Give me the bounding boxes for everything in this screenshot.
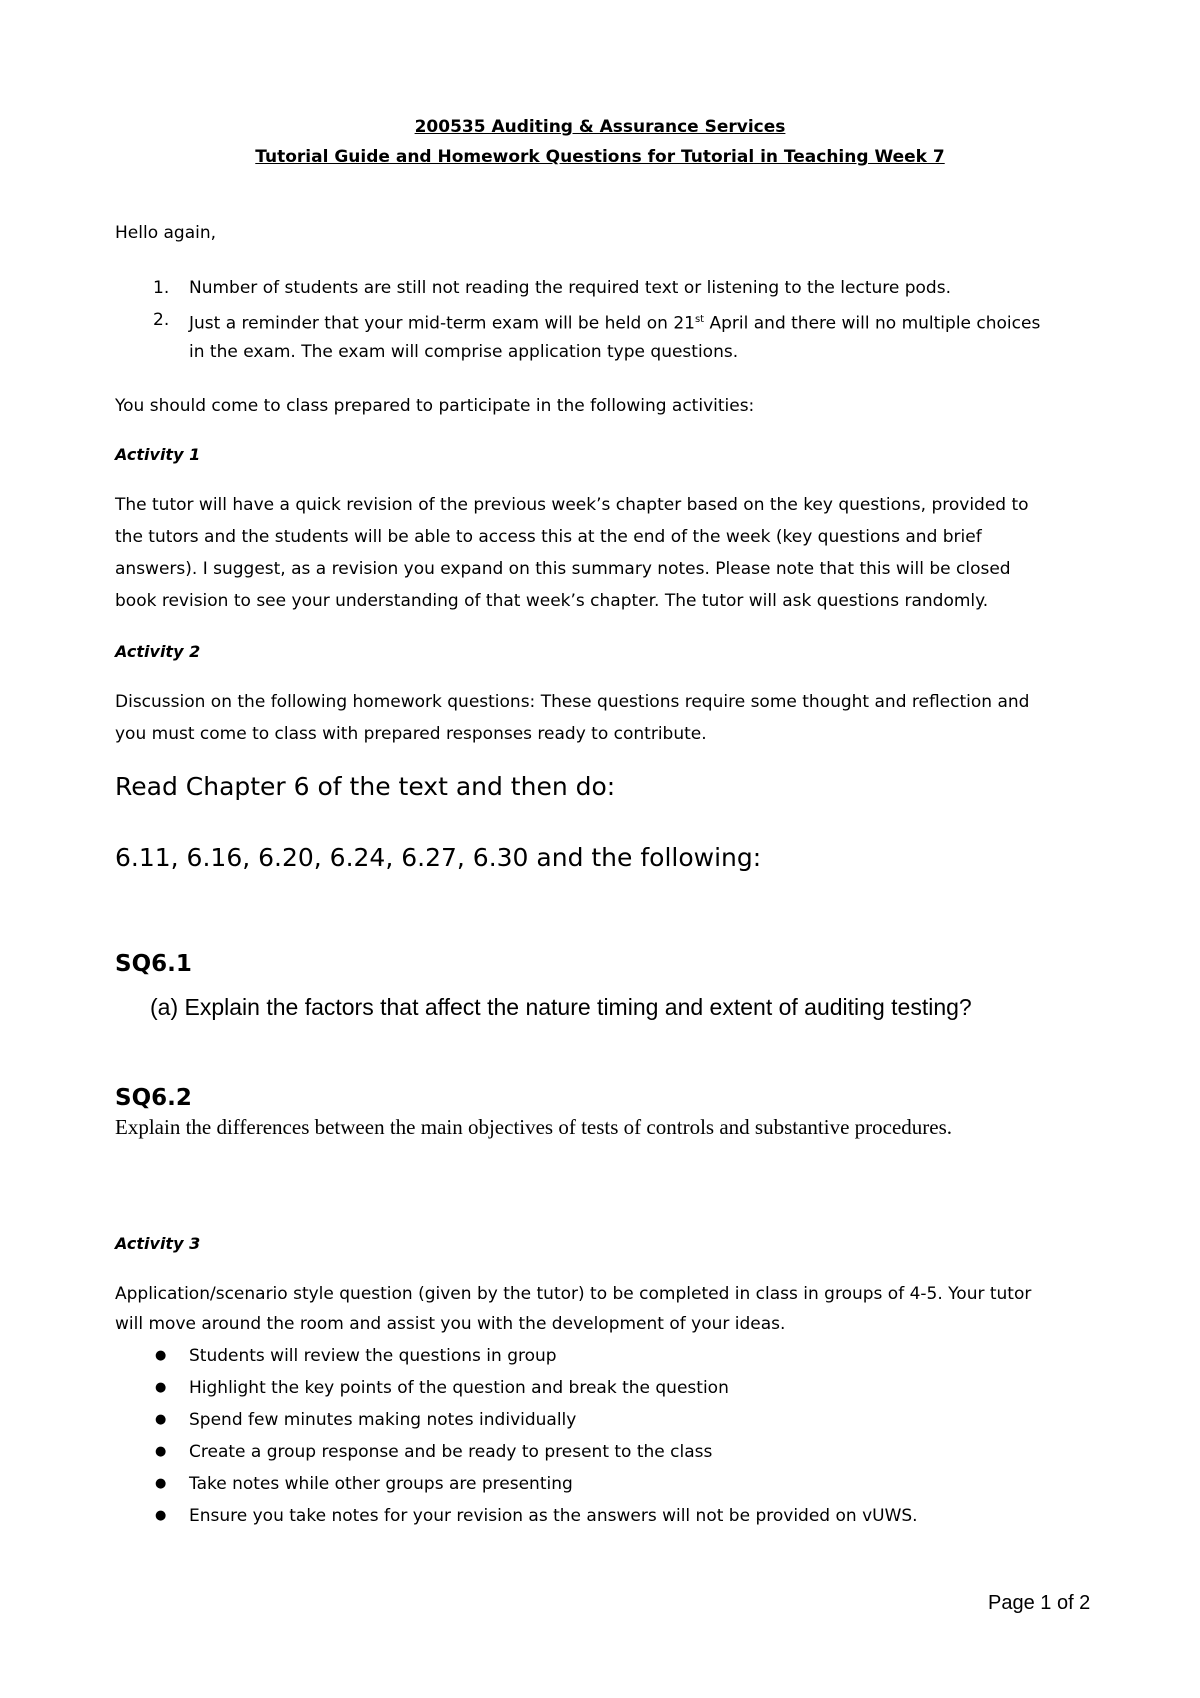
page-number: Page 1 of 2 <box>988 1592 1091 1614</box>
sq6-1-question: (a) Explain the factors that affect the nature timing and extent of auditing testing? <box>150 994 972 1020</box>
list-item: Highlight the key points of the question and break the question <box>189 1378 729 1398</box>
list-item: Spend few minutes making notes individually <box>189 1410 577 1430</box>
bullet-icon: ● <box>155 1476 167 1491</box>
bullet-icon: ● <box>155 1380 167 1395</box>
note-text-continued: in the exam. The exam will comprise application type questions. <box>189 342 739 362</box>
textbook-questions: 6.11, 6.16, 6.20, 6.24, 6.27, 6.30 and the following: <box>115 843 762 872</box>
list-item: Take notes while other groups are presenting <box>189 1474 573 1494</box>
sq6-2-heading: SQ6.2 <box>115 1085 192 1111</box>
note-text: Just a reminder that your mid-term exam will be held on 21st April and there will no multiple choices <box>189 313 1041 334</box>
bullet-icon: ● <box>155 1508 167 1523</box>
paragraph-line: answers). I suggest, as a revision you expand on this summary notes. Please note that this will be closed <box>115 559 1011 579</box>
bullet-icon: ● <box>155 1348 167 1363</box>
bullet-icon: ● <box>155 1412 167 1427</box>
activity-1-heading: Activity 1 <box>115 445 201 464</box>
paragraph-line: you must come to class with prepared responses ready to contribute. <box>115 724 707 744</box>
paragraph-line: Discussion on the following homework questions: These questions require some thought and reflection and <box>115 692 1030 712</box>
note-number: 2. <box>153 310 170 330</box>
list-item: Create a group response and be ready to present to the class <box>189 1442 713 1462</box>
note-number: 1. <box>153 278 170 298</box>
paragraph-line: the tutors and the students will be able to access this at the end of the week (key questions and brief <box>115 527 982 547</box>
guide-title: Tutorial Guide and Homework Questions for Tutorial in Teaching Week 7 <box>255 147 945 167</box>
sq6-2-question: Explain the differences between the main objectives of tests of controls and substantive procedures. <box>115 1115 953 1139</box>
paragraph-line: will move around the room and assist you with the development of your ideas. <box>115 1314 786 1334</box>
list-item: Students will review the questions in group <box>189 1346 557 1366</box>
sq6-1-heading: SQ6.1 <box>115 951 192 977</box>
activity-3-heading: Activity 3 <box>115 1234 201 1253</box>
paragraph-line: Application/scenario style question (given by the tutor) to be completed in class in groups of 4-5. Your tutor <box>115 1284 1032 1304</box>
reading-instruction: Read Chapter 6 of the text and then do: <box>115 772 616 801</box>
ordinal-suffix: st <box>694 314 705 325</box>
paragraph-line: The tutor will have a quick revision of the previous week’s chapter based on the key questions, provided to <box>115 495 1029 515</box>
course-title: 200535 Auditing & Assurance Services <box>414 117 786 137</box>
paragraph-line: book revision to see your understanding of that week’s chapter. The tutor will ask questions randomly. <box>115 591 989 611</box>
list-item: Ensure you take notes for your revision as the answers will not be provided on vUWS. <box>189 1506 918 1526</box>
intro-text: You should come to class prepared to participate in the following activities: <box>115 396 755 416</box>
note-text: Number of students are still not reading the required text or listening to the lecture pods. <box>189 278 951 298</box>
activity-2-heading: Activity 2 <box>115 642 201 661</box>
bullet-icon: ● <box>155 1444 167 1459</box>
greeting: Hello again, <box>115 223 217 243</box>
